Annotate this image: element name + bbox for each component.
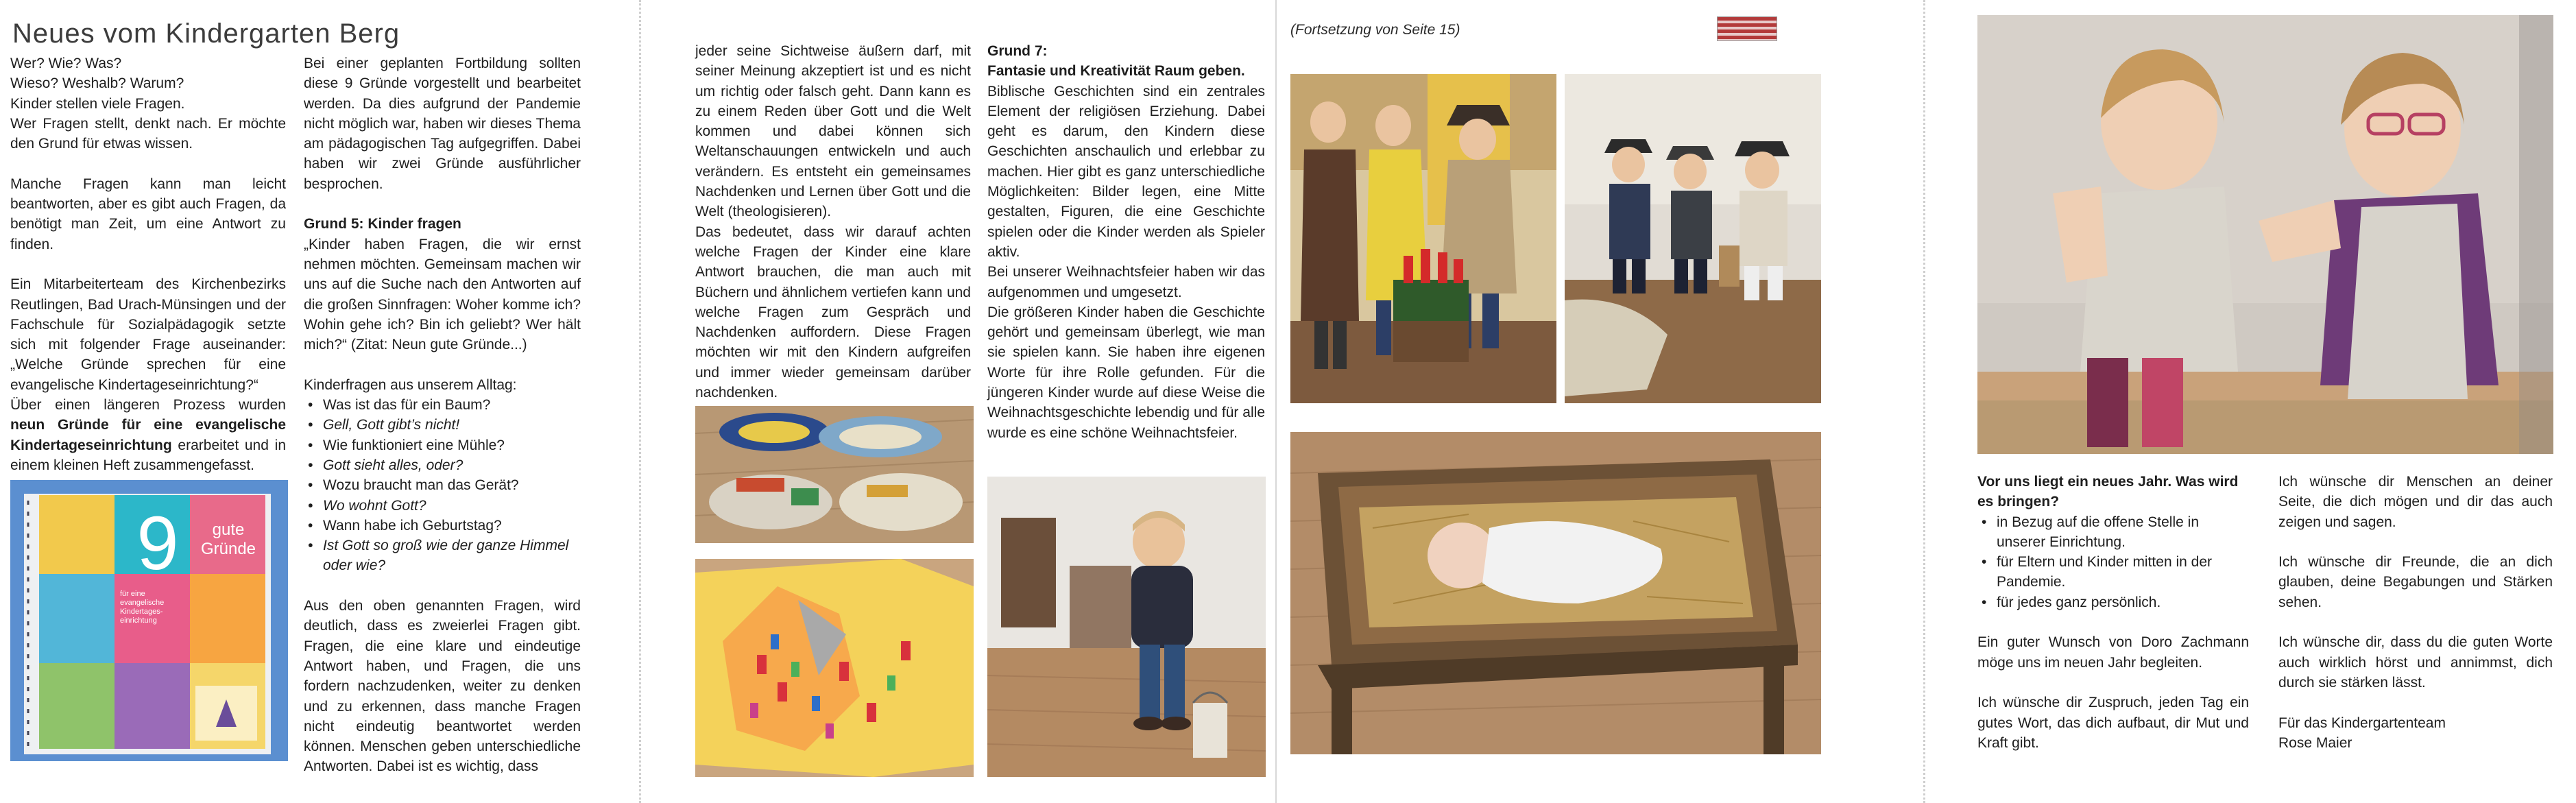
paragraph: Ich wünsche dir, dass du die guten Worte auch wirklich hörst und annimmst, dich durch sie stärken lässt. — [2278, 634, 2553, 691]
paragraph: Bei unserer Weihnachtsfeier haben wir das aufgenommen und umgesetzt. — [987, 264, 1265, 300]
yellow-cloth-photo — [695, 559, 974, 777]
questions-list — [304, 395, 581, 576]
column-2 — [987, 41, 1265, 463]
list-intro: Kinderfragen aus unserem Alltag: — [304, 376, 517, 393]
column-1 — [695, 41, 971, 423]
list-item: • Ist Gott so groß wie der ganze Himmel oder wie? — [323, 536, 581, 576]
list-item: • für jedes ganz persönlich. — [1997, 592, 2249, 612]
paragraph: Ich wünsche dir Freunde, die an dich glauben, deine Begabungen und Stärken sehen. — [2278, 554, 2553, 610]
list-item: • in Bezug auf die offene Stelle in unserer Einrichtung. — [1997, 512, 2249, 553]
paragraph: Ein Mitarbeiterteam des Kirchenbezirks Reutlingen, Bad Urach-Münsingen und der Fachschule für Sozialpädagogik setzte sich mit folgender Frage auseinander: „Welche Gründe sprechen für eine evangelische Kindertageseinrichtung?“ — [10, 276, 286, 393]
paragraph: Manche Fragen kann man leicht beantworten, aber es gibt auch Fragen, da benötigt man Zeit, um eine Antwort zu finden. — [10, 176, 286, 252]
column-1 — [1977, 472, 2249, 773]
paragraph: Ein guter Wunsch von Doro Zachmann möge uns im neuen Jahr begleiten. — [1977, 634, 2249, 671]
paragraph: Über einen längeren Prozess wurden neun Gründe für eine evangelische Kindertageseinrichtung erarbeitet und in einem kleinen Heft zusammengefasst. — [10, 397, 286, 473]
paragraph: Die größeren Kinder haben die Geschichte gehört und gemeinsam überlegt, wie man sie spielen kann. Sie haben ihre eigenen Worte für ihre Rolle gefunden. Für die jüngeren Kinder wurde auf diese Weise die Weihnachtsgeschichte lebendig und für alle wurde es eine schöne Weihnachtsfeier. — [987, 304, 1265, 441]
paragraph: jeder seine Sichtweise äußern darf, mit seiner Meinung akzeptiert ist und es nicht um richtig oder falsch geht. Dann kann es zu einem Reden über Gott und die Welt kommen und dabei können sich Weltanschauungen entwickeln und auch verändern. Es entsteht ein gemeinsames Nachdenken und Lernen über Gott und die Welt (theologisieren). — [695, 43, 971, 220]
quote-paragraph: „Kinder haben Fragen, die wir ernst nehmen möchten. Gemeinsam machen wir uns auf die Suche nach den Antworten auf die großen Sinnfragen: Woher komme ich? Wohin gehe ich? Bin ich geliebt? Wer hält mich?“ (Zitat: Neun gute Gründe...) — [304, 236, 581, 353]
continuation-note: (Fortsetzung von Seite 15) — [1290, 22, 1460, 38]
list-item: • Wann habe ich Geburtstag? — [323, 516, 581, 536]
text-line: Wieso? Weshalb? Warum? — [10, 75, 184, 92]
toddler-lantern-photo — [987, 477, 1266, 777]
page-1 — [0, 0, 641, 803]
paragraph: Bei einer geplanten Fortbildung sollten diese 9 Gründe vorgestellt und bearbeitet werden. Da dies aufgrund der Pandemie nicht möglich war, haben wir dieses Thema am pädagogischen Tag aufgegriffen. Dabei haben wir zwei Gründe ausführlicher besprochen. — [304, 56, 581, 192]
column-1 — [10, 53, 286, 496]
list-item: • Was ist das für ein Baum? — [323, 395, 581, 415]
page-3 — [1284, 0, 1925, 803]
manger-doll-photo — [1290, 432, 1821, 754]
subheading: Grund 7: — [987, 43, 1048, 59]
paragraph: Das bedeutet, dass wir darauf achten welche Fragen der Kinder eine klare Antwort brauchen, die man auch mit Büchern und ähnlichem vertiefen kann und welche Fragen zum Gespräch und Nachdenken auffordern. Diese Fragen möchten wir mit den Kindern aufgreifen und immer wieder gemeinsam darüber nachdenken. — [695, 224, 971, 401]
girls-thumbs-up-photo — [1977, 15, 2553, 454]
bold-phrase: neun Gründe für eine evangelische Kindertageseinrichtung — [10, 417, 286, 453]
paragraph: Aus den oben genannten Fragen, wird deutlich, dass es zweierlei Fragen gibt. Fragen, die eine klare und eindeutige Antwort haben, und Fragen, die uns fordern nachzudenken, weiter zu denken und zu erkennen, dass manche Fragen nicht eindeutig beantwortet werden können. Menschen geben unterschiedliche Antworten. Dabei ist es wichtig, dass — [304, 598, 581, 775]
list-item: • für Eltern und Kinder mitten in der Pandemie. — [1997, 552, 2249, 592]
paragraph: Biblische Geschichten sind ein zentrales Element der religiösen Erziehung. Dabei geht es darum, den Kindern diese Geschichten anschaulich und erlebbar zu machen. Hier gibt es ganz unterschiedliche Möglichkeiten: Bilder legen, eine Mitte gestalten, Figuren, die eine Geschichte spielen oder die Kinder werden als Spieler aktiv. — [987, 83, 1265, 260]
booklet-subtitle: für eine evangelische Kindertages-einrichtung — [120, 590, 165, 625]
text-line: Kinder stellen viele Fragen. — [10, 95, 185, 112]
text-line: Wer Fragen stellt, denkt nach. Er möchte den Grund für etwas wissen. — [10, 115, 286, 152]
text-line: Wer? Wie? Was? — [10, 56, 122, 71]
nativity-play-kings-photo — [1290, 74, 1556, 403]
page-2 — [645, 0, 1282, 803]
list-item: • Wozu braucht man das Gerät? — [323, 475, 581, 495]
intro-paragraph — [10, 53, 286, 154]
booklet-number: 9 — [136, 501, 179, 586]
page-4 — [1927, 0, 2576, 803]
subheading: Grund 5: Kinder fragen — [304, 216, 461, 232]
list-item: • Wie funktioniert eine Mühle? — [323, 435, 581, 455]
subheading: Vor uns liegt ein neues Jahr. Was wird es bringen? — [1977, 474, 2239, 510]
flag-graphic — [1717, 16, 1777, 41]
booklet-photo — [10, 480, 288, 761]
paragraph: Ich wünsche dir Menschen an deiner Seite, die dich mögen und dir das auch zeigen und sagen. — [2278, 474, 2553, 530]
floor-mandala-photo — [695, 406, 974, 543]
column-2 — [304, 53, 581, 797]
list-item: • Wo wohnt Gott? — [323, 496, 581, 516]
nativity-play-shepherds-photo — [1565, 74, 1821, 403]
booklet-gute: gute — [212, 520, 245, 539]
paragraph: Ich wünsche dir Zuspruch, jeden Tag ein gutes Wort, das dich aufbaut, dir Mut und Kraft gibt. — [1977, 695, 2249, 751]
signature-name: Rose Maier — [2278, 734, 2352, 751]
subheading: Fantasie und Kreativität Raum geben. — [987, 63, 1245, 80]
wishes-list — [1977, 512, 2249, 612]
signature-line: Für das Kindergartenteam — [2278, 715, 2446, 731]
column-2 — [2278, 472, 2553, 753]
list-item: • Gott sieht alles, oder? — [323, 455, 581, 475]
booklet-gruende: Gründe — [200, 540, 256, 558]
page-title: Neues vom Kindergarten Berg — [12, 18, 400, 49]
list-item: • Gell, Gott gibt’s nicht! — [323, 415, 581, 435]
